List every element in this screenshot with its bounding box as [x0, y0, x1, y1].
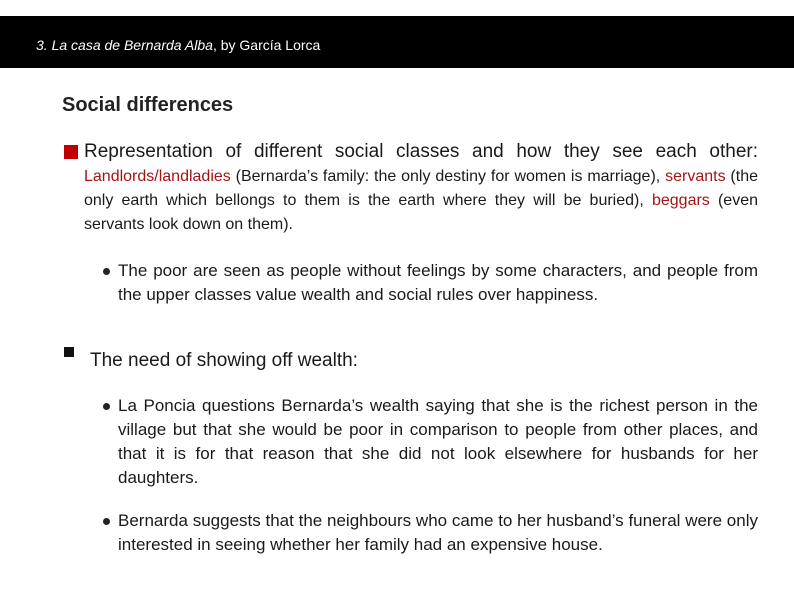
bullet-2-sub-2-text: Bernarda suggests that the neighbours who came to her husband’s funeral were only interested in seeing whether her family had an expensive house. — [118, 511, 758, 554]
square-bullet-icon — [64, 347, 74, 357]
header-work-title: La casa de Bernarda Alba — [51, 37, 213, 53]
dot-bullet-icon — [103, 403, 110, 410]
term-beggars: beggars — [651, 192, 710, 209]
landlords-desc: (Bernarda’s family: the only destiny for women is marriage), — [230, 168, 666, 185]
bullet-1-text — [84, 140, 758, 237]
section-title: Social differences — [62, 94, 234, 116]
bullet-1-intro: Representation of different social classes and how they see each other: — [84, 141, 758, 162]
bullet-2-text: The need of showing off wealth: — [90, 350, 358, 371]
square-bullet-icon — [64, 145, 78, 159]
dot-bullet-icon — [103, 268, 110, 275]
servants-desc: (the only earth which bellongs to them is the earth where they will be buried), — [84, 168, 758, 209]
header-number: 3. — [36, 37, 52, 53]
header-author: , by García Lorca — [212, 37, 321, 53]
beggars-desc: (even servants look down on them). — [84, 192, 759, 233]
term-landlords: Landlords/landladies — [84, 168, 231, 185]
slide-header — [36, 37, 320, 53]
dot-bullet-icon — [103, 518, 110, 525]
bullet-1-sub-text: The poor are seen as people without feelings by some characters, and people from the upper classes value wealth and social rules over happiness. — [118, 261, 758, 304]
term-servants: servants — [665, 168, 726, 185]
bullet-2-sub-1-text: La Poncia questions Bernarda’s wealth saying that she is the richest person in the village but that she would be poor in comparison to people from other places, and that it is for that reason that she did not look elsewhere for husbands for her daughters. — [118, 396, 758, 487]
